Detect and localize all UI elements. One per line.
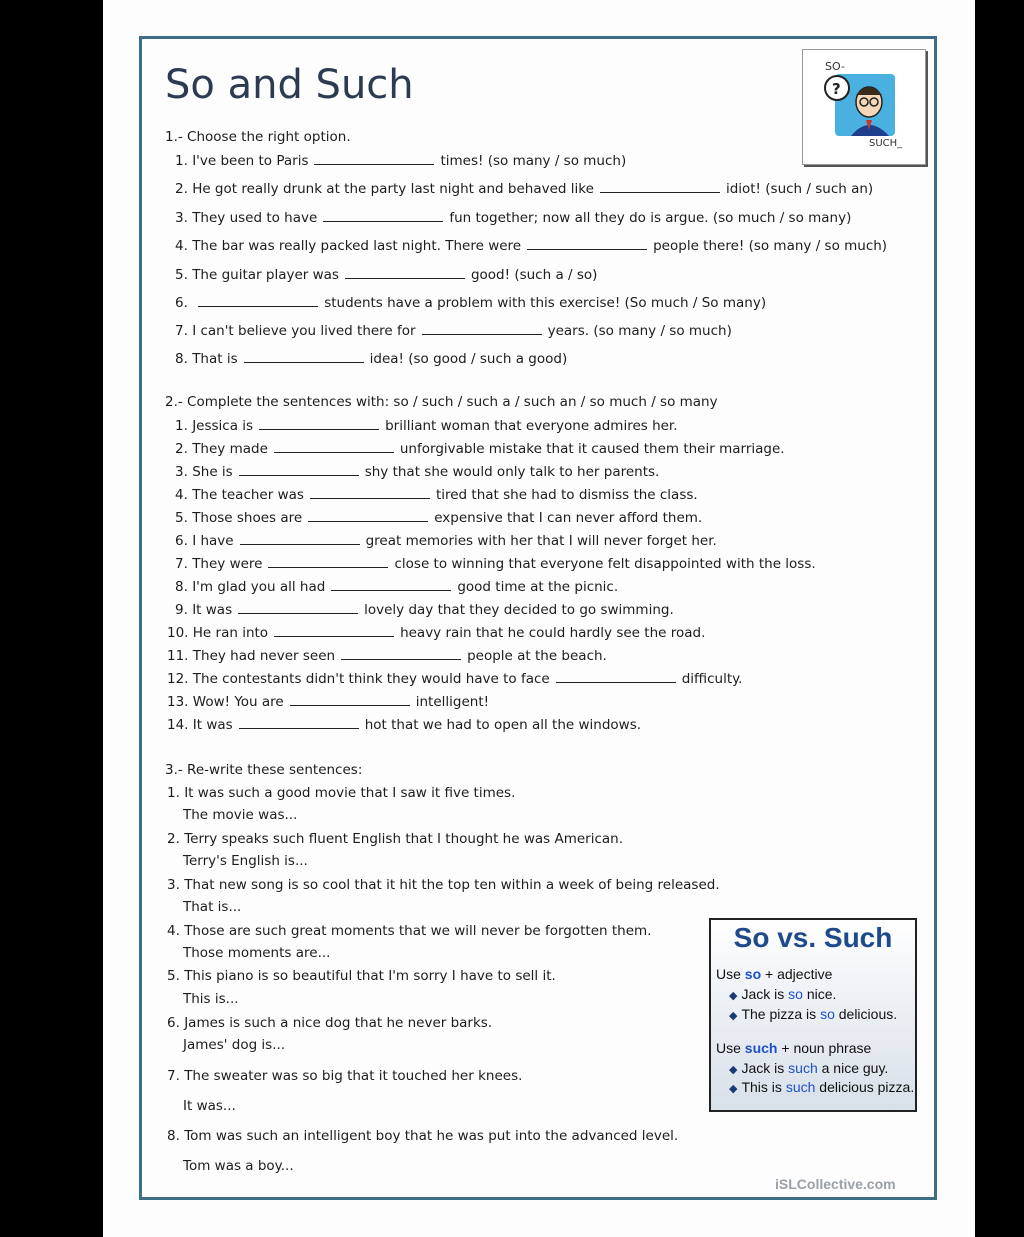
section1-heading: 1.- Choose the right option. (165, 129, 351, 145)
rule-such: Use such + noun phrase (716, 1040, 872, 1056)
item-number: 11. (167, 648, 189, 664)
item-text-after: difficulty. (681, 671, 743, 687)
sentence-text: Those are such great moments that we will never be forgotten them. (184, 923, 652, 939)
item-text-after: expensive that I can never afford them. (434, 510, 703, 526)
answer-blank[interactable] (244, 350, 364, 363)
section2-item (175, 440, 785, 457)
item-text-before: They were (192, 556, 263, 572)
item-number: 7. (175, 323, 188, 339)
item-number: 2. (175, 441, 188, 457)
item-number: 6. (175, 295, 188, 311)
answer-blank[interactable] (198, 294, 318, 307)
item-text-before: That is (192, 351, 238, 367)
cartoon-illustration (802, 49, 926, 165)
rewrite-start-text[interactable]: This is... (183, 991, 239, 1007)
diamond-bullet-icon: ◆ (729, 1010, 738, 1022)
item-text-before: I can't believe you lived there for (192, 323, 416, 339)
item-number: 13. (167, 694, 189, 710)
item-text-after: years. (so many / so much) (547, 323, 732, 339)
item-number: 4. (167, 923, 180, 939)
section2-heading: 2.- Complete the sentences with: so / such / such a / such an / so much / so many (165, 394, 718, 410)
section2-item (175, 417, 678, 434)
box-title: So vs. Such (733, 922, 893, 953)
item-number: 12. (167, 671, 189, 687)
section1-item (175, 266, 597, 283)
item-text-after: brilliant woman that everyone admires her. (385, 418, 678, 434)
item-text-before: I have (192, 533, 234, 549)
sentence-text: James is such a nice dog that he never barks. (184, 1015, 493, 1031)
rewrite-start-text[interactable]: Those moments are... (183, 945, 331, 961)
item-text-before: They had never seen (192, 648, 336, 664)
item-number: 2. (167, 831, 180, 847)
cartoon-such-label: SUCH_ (869, 138, 903, 149)
section2-item (167, 624, 705, 641)
item-text-after: tired that she had to dismiss the class. (435, 487, 698, 503)
answer-blank[interactable] (259, 417, 379, 430)
item-text-after: unforgivable mistake that it caused them their marriage. (399, 441, 785, 457)
sentence-text: This piano is so beautiful that I'm sorry I have to sell it. (184, 968, 556, 984)
item-text-after: lovely day that they decided to go swimming. (364, 602, 674, 618)
item-number: 2. (175, 181, 188, 197)
answer-blank[interactable] (341, 647, 461, 660)
sentence-text: Terry speaks such fluent English that I thought he was American. (184, 831, 623, 847)
section3-sentence (167, 785, 515, 801)
section3-sentence (167, 1015, 492, 1031)
section3-sentence (167, 1128, 678, 1144)
section3-sentence (167, 831, 623, 847)
item-number: 9. (175, 602, 188, 618)
diamond-bullet-icon: ◆ (729, 990, 738, 1002)
answer-blank[interactable] (239, 716, 359, 729)
item-number: 3. (175, 210, 188, 226)
example-2: ◆ The pizza is so delicious. (729, 1006, 898, 1022)
item-text-before: I'm glad you all had (192, 579, 326, 595)
section3-sentence (167, 968, 556, 984)
item-text-after: close to winning that everyone felt disappointed with the loss. (394, 556, 816, 572)
rewrite-start-text[interactable]: Tom was a boy... (183, 1158, 294, 1174)
answer-blank[interactable] (238, 601, 358, 614)
item-text-after: idiot! (such / such an) (725, 181, 874, 197)
section3-sentence (167, 1068, 522, 1084)
worksheet-page (103, 0, 975, 1237)
answer-blank[interactable] (274, 624, 394, 637)
item-text-after: hot that we had to open all the windows. (364, 717, 642, 733)
item-text-after: good time at the picnic. (457, 579, 619, 595)
diamond-bullet-icon: ◆ (729, 1083, 738, 1095)
svg-text:?: ? (832, 80, 841, 98)
item-number: 5. (167, 968, 180, 984)
rule-so: Use so + adjective (716, 966, 833, 982)
item-text-before: They used to have (192, 210, 318, 226)
sentence-text: That new song is so cool that it hit the top ten within a week of being released. (184, 877, 720, 893)
section1-item (175, 322, 732, 339)
item-number: 3. (167, 877, 180, 893)
item-text-after: good! (such a / so) (470, 267, 598, 283)
item-text-before: The guitar player was (192, 267, 339, 283)
section2-item (175, 509, 702, 526)
item-number: 3. (175, 464, 188, 480)
diamond-bullet-icon: ◆ (729, 1064, 738, 1076)
rewrite-start-text[interactable]: That is... (183, 899, 242, 915)
item-number: 4. (175, 487, 188, 503)
example-3: ◆ Jack is such a nice guy. (729, 1060, 889, 1076)
item-text-after: heavy rain that he could hardly see the road. (400, 625, 706, 641)
section2-item (175, 463, 659, 480)
answer-blank[interactable] (310, 486, 430, 499)
thinking-man-icon (803, 50, 927, 166)
section1-item (175, 237, 887, 254)
answer-blank[interactable] (268, 555, 388, 568)
item-number: 1. (175, 418, 188, 434)
item-text-after: fun together; now all they do is argue. (so much / so many) (449, 210, 852, 226)
section2-item (175, 486, 698, 503)
section3-sentence (167, 923, 651, 939)
sentence-text: Tom was such an intelligent boy that he was put into the advanced level. (184, 1128, 679, 1144)
answer-blank[interactable] (556, 670, 676, 683)
example-4: ◆ This is such delicious pizza. (729, 1079, 915, 1095)
rewrite-start-text[interactable]: Terry's English is... (183, 853, 308, 869)
item-text-after: intelligent! (415, 694, 490, 710)
answer-blank[interactable] (600, 180, 720, 193)
rewrite-start-text[interactable]: James' dog is... (183, 1037, 286, 1053)
answer-blank[interactable] (239, 463, 359, 476)
item-text-after: people there! (so many / so much) (653, 238, 888, 254)
section2-item (175, 555, 816, 572)
item-number: 8. (175, 579, 188, 595)
item-number: 5. (175, 510, 188, 526)
answer-blank[interactable] (527, 237, 647, 250)
site-watermark: iSLCollective.com (775, 1176, 896, 1192)
item-text-after: people at the beach. (467, 648, 607, 664)
section1-item (175, 152, 626, 169)
answer-blank[interactable] (290, 693, 410, 706)
answer-blank[interactable] (331, 578, 451, 591)
section1-item (175, 180, 873, 197)
section2-item (175, 601, 674, 618)
item-text-before: The contestants didn't think they would have to face (192, 671, 550, 687)
item-text-after: idea! (so good / such a good) (369, 351, 568, 367)
section1-item (175, 350, 567, 367)
item-number: 7. (167, 1068, 180, 1084)
section1-item (175, 294, 766, 311)
section2-item (167, 670, 742, 687)
sentence-text: It was such a good movie that I saw it five times. (184, 785, 516, 801)
answer-blank[interactable] (240, 532, 360, 545)
item-text-before: He ran into (192, 625, 269, 641)
answer-blank[interactable] (274, 440, 394, 453)
answer-blank[interactable] (345, 266, 465, 279)
section2-item (167, 716, 641, 733)
item-text-before: He got really drunk at the party last night and behaved like (192, 181, 594, 197)
section2-item (167, 647, 607, 664)
item-text-after: great memories with her that I will never forget her. (365, 533, 717, 549)
section3-heading: 3.- Re-write these sentences: (165, 762, 363, 778)
item-text-before: The teacher was (192, 487, 304, 503)
item-number: 1. (167, 785, 180, 801)
section1-item (175, 209, 851, 226)
item-text-before: She is (192, 464, 233, 480)
answer-blank[interactable] (308, 509, 428, 522)
item-number: 6. (167, 1015, 180, 1031)
cartoon-so-label: SO- (825, 60, 845, 73)
rewrite-start-text[interactable]: It was... (183, 1098, 236, 1114)
item-number: 8. (167, 1128, 180, 1144)
item-text-after: times! (so many / so much) (440, 153, 627, 169)
sentence-text: The sweater was so big that it touched her knees. (184, 1068, 523, 1084)
item-text-before: Wow! You are (192, 694, 284, 710)
section2-item (175, 532, 717, 549)
section2-item (167, 693, 489, 710)
so-vs-such-box (709, 918, 917, 1112)
item-text-before: They made (192, 441, 268, 457)
item-number: 6. (175, 533, 188, 549)
answer-blank[interactable] (422, 322, 542, 335)
item-number: 10. (167, 625, 189, 641)
item-number: 1. (175, 153, 188, 169)
item-text-before: I've been to Paris (192, 153, 309, 169)
item-text-before: It was (192, 717, 233, 733)
example-1: ◆ Jack is so nice. (729, 986, 837, 1002)
item-number: 4. (175, 238, 188, 254)
item-text-after: students have a problem with this exercise! (So much / So many) (324, 295, 767, 311)
item-number: 7. (175, 556, 188, 572)
item-number: 5. (175, 267, 188, 283)
worksheet-title: So and Such (165, 62, 414, 108)
answer-blank[interactable] (323, 209, 443, 222)
item-text-before: The bar was really packed last night. There were (192, 238, 522, 254)
item-number: 14. (167, 717, 189, 733)
item-text-after: shy that she would only talk to her parents. (364, 464, 660, 480)
item-text-before: Jessica is (192, 418, 254, 434)
item-number: 8. (175, 351, 188, 367)
item-text-before: It was (192, 602, 233, 618)
item-text-before: Those shoes are (192, 510, 303, 526)
answer-blank[interactable] (314, 152, 434, 165)
section3-sentence (167, 877, 720, 893)
rewrite-start-text[interactable]: The movie was... (183, 807, 298, 823)
section2-item (175, 578, 618, 595)
